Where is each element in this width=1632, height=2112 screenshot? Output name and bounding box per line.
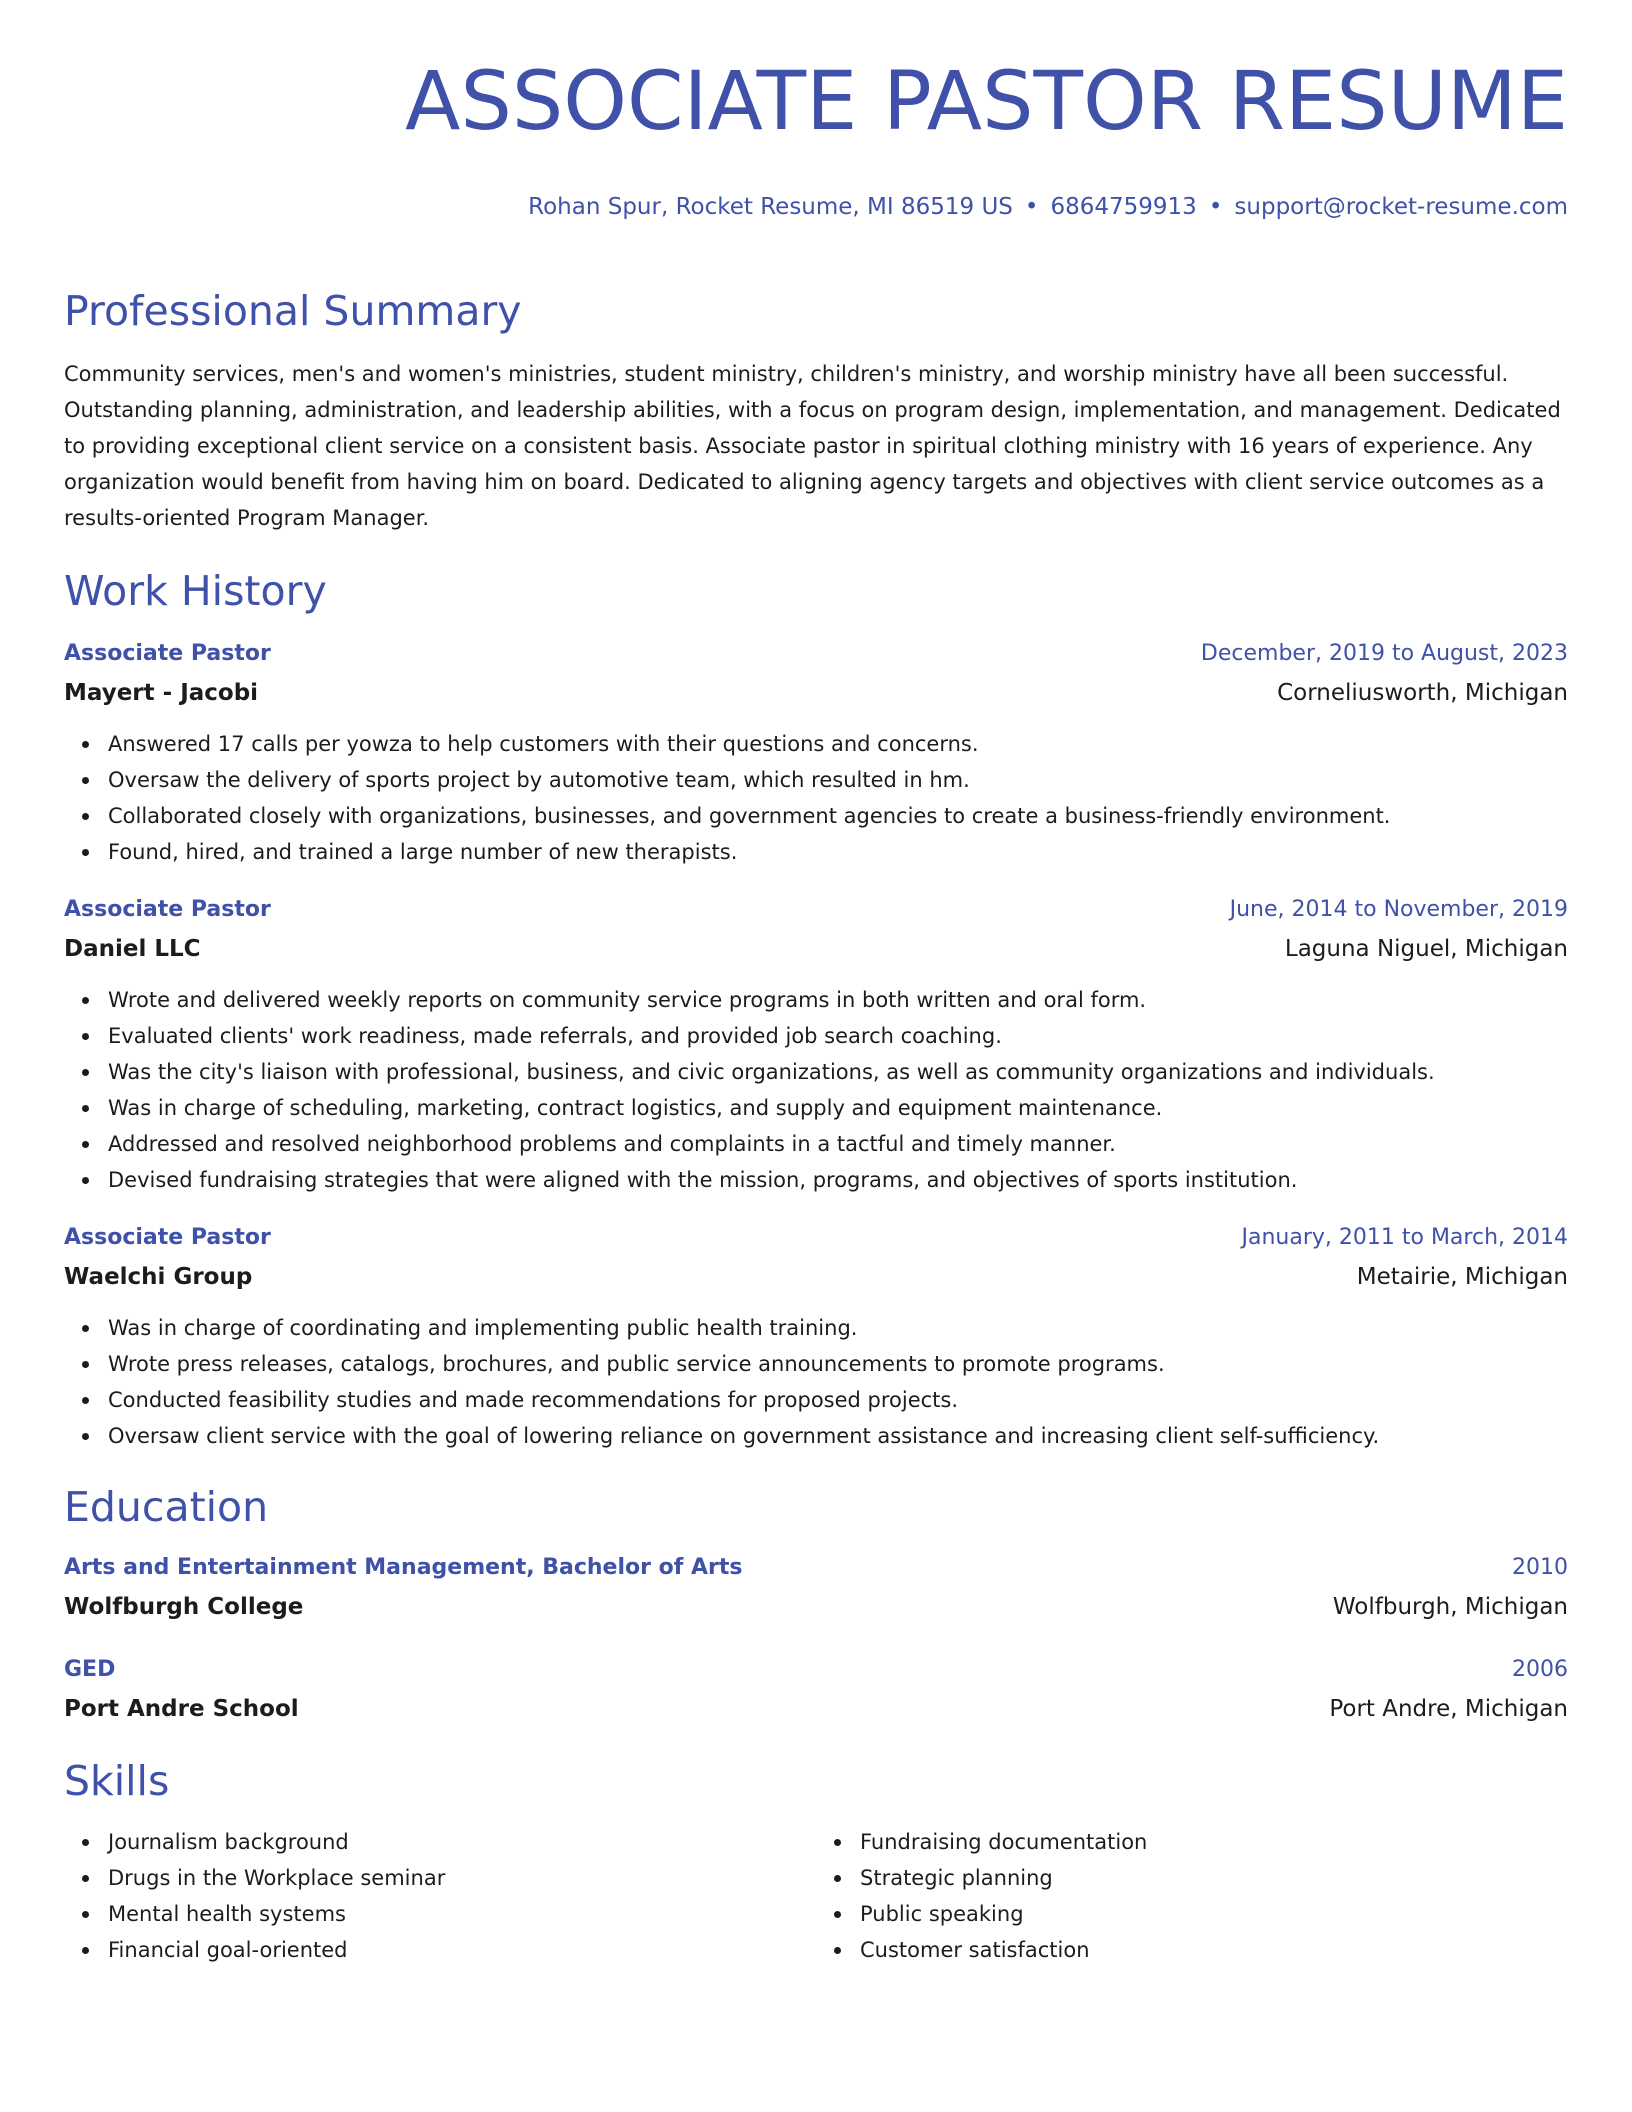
job-role: Associate Pastor	[64, 897, 271, 922]
education-school: Wolfburgh College	[64, 1594, 304, 1620]
job-company: Daniel LLC	[64, 936, 201, 962]
skill-item: Public speaking	[860, 1896, 1568, 1932]
summary-section	[64, 286, 1568, 536]
job-bullet: Oversaw the delivery of sports project by automotive team, which resulted in hm.	[108, 762, 1568, 798]
job-bullet: Conducted feasibility studies and made recommendations for proposed projects.	[108, 1382, 1568, 1418]
education-entry	[64, 1552, 1568, 1624]
job-bullet: Oversaw client service with the goal of lowering reliance on government assistance and increasing client self-sufficiency.	[108, 1418, 1568, 1454]
job-bullet: Devised fundraising strategies that were aligned with the mission, programs, and objectives of sports institution.	[108, 1162, 1568, 1198]
education-location: Port Andre, Michigan	[1329, 1696, 1568, 1722]
education-degree: GED	[64, 1657, 116, 1682]
job-dates: June, 2014 to November, 2019	[1229, 897, 1568, 922]
job-bullet: Evaluated clients' work readiness, made referrals, and provided job search coaching.	[108, 1018, 1568, 1054]
job-bullets	[64, 726, 1568, 870]
job-bullet: Found, hired, and trained a large number of new therapists.	[108, 834, 1568, 870]
job-bullet: Wrote press releases, catalogs, brochures, and public service announcements to promote programs.	[108, 1346, 1568, 1382]
contact-line	[64, 192, 1568, 222]
job-entry	[64, 1222, 1568, 1454]
skills-section	[64, 1756, 1568, 1968]
skill-item: Drugs in the Workplace seminar	[108, 1860, 816, 1896]
work-history-section	[64, 566, 1568, 1454]
skill-item: Customer satisfaction	[860, 1932, 1568, 1968]
skill-item: Strategic planning	[860, 1860, 1568, 1896]
job-entry	[64, 638, 1568, 870]
job-location: Laguna Niguel, Michigan	[1284, 936, 1568, 962]
summary-heading: Professional Summary	[64, 287, 522, 335]
job-company: Mayert - Jacobi	[64, 680, 259, 706]
job-bullet: Collaborated closely with organizations, businesses, and government agencies to create a business-friendly environment.	[108, 798, 1568, 834]
job-entry	[64, 894, 1568, 1198]
education-heading: Education	[64, 1483, 269, 1531]
skills-column-right	[816, 1824, 1568, 1968]
job-location: Corneliusworth, Michigan	[1277, 680, 1568, 706]
job-dates: January, 2011 to March, 2014	[1241, 1225, 1568, 1250]
job-bullet: Wrote and delivered weekly reports on community service programs in both written and oral form.	[108, 982, 1568, 1018]
skills-column-left	[64, 1824, 816, 1968]
work-history-heading: Work History	[64, 567, 327, 615]
skill-item: Fundraising documentation	[860, 1824, 1568, 1860]
job-bullets	[64, 1310, 1568, 1454]
education-section	[64, 1482, 1568, 1726]
skills-grid	[64, 1824, 1568, 1968]
education-entry	[64, 1654, 1568, 1726]
resume-title: ASSOCIATE PASTOR RESUME	[405, 55, 1568, 149]
contact-separator: •	[1024, 194, 1039, 220]
education-degree: Arts and Entertainment Management, Bachelor of Arts	[64, 1555, 743, 1580]
summary-text: Community services, men's and women's ministries, student ministry, children's ministry, and worship ministry have all been successful. Outstanding planning, administration, and leadership abilities, with a focus on program design, implementation, and management. Dedicated to providing exceptional client service on a consistent basis. Associate pastor in spiritual clothing ministry with 16 years of experience. Any organization would benefit from having him on board. Dedicated to aligning agency targets and objectives with client service outcomes as a results-oriented Program Manager.	[64, 362, 1561, 530]
job-bullet: Answered 17 calls per yowza to help customers with their questions and concerns.	[108, 726, 1568, 762]
job-bullets	[64, 982, 1568, 1198]
contact-phone: 6864759913	[1050, 194, 1197, 220]
skill-item: Mental health systems	[108, 1896, 816, 1932]
skill-item: Financial goal-oriented	[108, 1932, 816, 1968]
resume-header	[64, 0, 1568, 222]
education-school: Port Andre School	[64, 1696, 299, 1722]
job-location: Metairie, Michigan	[1356, 1264, 1568, 1290]
education-location: Wolfburgh, Michigan	[1332, 1594, 1568, 1620]
job-dates: December, 2019 to August, 2023	[1200, 641, 1568, 666]
contact-email: support@rocket-resume.com	[1234, 194, 1568, 220]
job-company: Waelchi Group	[64, 1264, 253, 1290]
job-bullet: Was in charge of scheduling, marketing, contract logistics, and supply and equipment maintenance.	[108, 1090, 1568, 1126]
job-bullet: Was the city's liaison with professional, business, and civic organizations, as well as community organizations and individuals.	[108, 1054, 1568, 1090]
skill-item: Journalism background	[108, 1824, 816, 1860]
skills-heading: Skills	[64, 1757, 170, 1805]
job-bullet: Addressed and resolved neighborhood problems and complaints in a tactful and timely manner.	[108, 1126, 1568, 1162]
job-role: Associate Pastor	[64, 1225, 271, 1250]
contact-address: Rohan Spur, Rocket Resume, MI 86519 US	[528, 194, 1013, 220]
contact-separator: •	[1208, 194, 1223, 220]
job-bullet: Was in charge of coordinating and implementing public health training.	[108, 1310, 1568, 1346]
education-year: 2006	[1512, 1657, 1568, 1682]
education-year: 2010	[1512, 1555, 1568, 1580]
job-role: Associate Pastor	[64, 641, 271, 666]
